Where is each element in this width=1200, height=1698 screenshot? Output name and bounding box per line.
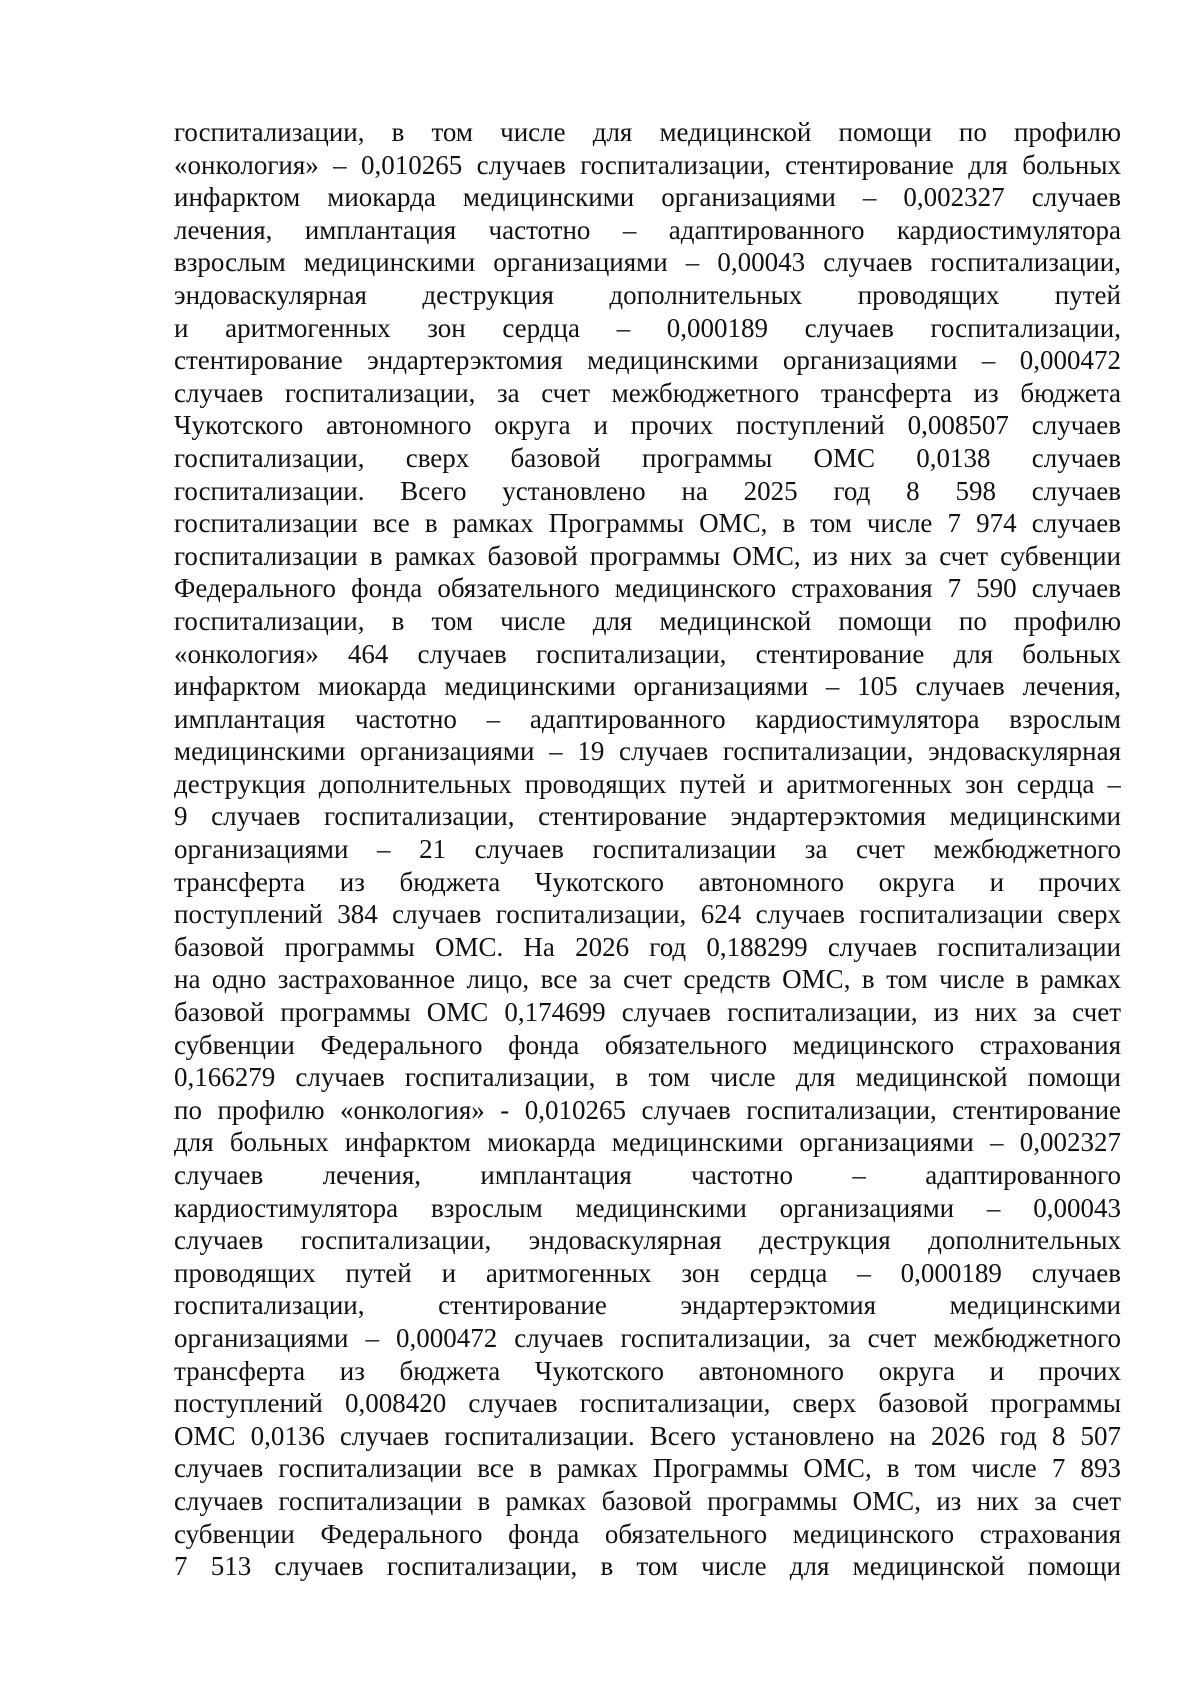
text-line-21: деструкция дополнительных проводящих путей и аритмогенных зон сердца –: [174, 768, 1121, 799]
text-line-24: трансферта из бюджета Чукотского автономного округа и прочих: [174, 866, 1121, 897]
text-line-15: Федерального фонда обязательного медицинского страхования 7 590 случаев: [174, 573, 1121, 604]
text-line-2: «онкология» – 0,010265 случаев госпитализации, стентирование для больных: [174, 149, 1121, 180]
text-line-19: имплантация частотно – адаптированного кардиостимулятора взрослым: [174, 703, 1121, 734]
text-line-14: госпитализации в рамках базовой программы ОМС, из них за счет субвенции: [174, 540, 1121, 571]
text-line-38: организациями – 0,000472 случаев госпитализации, за счет межбюджетного: [174, 1322, 1121, 1353]
text-line-44: субвенции Федерального фонда обязательного медицинского страхования: [174, 1518, 1121, 1549]
text-line-43: случаев госпитализации в рамках базовой программы ОМС, из них за счет: [174, 1485, 1121, 1516]
text-line-35: случаев госпитализации, эндоваскулярная деструкция дополнительных: [174, 1225, 1121, 1256]
text-line-4: лечения, имплантация частотно – адаптированного кардиостимулятора: [174, 214, 1121, 245]
text-line-6: эндоваскулярная деструкция дополнительных проводящих путей: [174, 279, 1121, 310]
text-line-8: стентирование эндартерэктомия медицинскими организациями – 0,000472: [174, 345, 1121, 376]
text-line-17: «онкология» 464 случаев госпитализации, стентирование для больных: [174, 638, 1121, 669]
text-line-1: госпитализации, в том числе для медицинской помощи по профилю: [174, 117, 1121, 147]
text-line-28: базовой программы ОМС 0,174699 случаев госпитализации, из них за счет: [174, 997, 1121, 1028]
text-line-32: для больных инфарктом миокарда медицинскими организациями – 0,002327: [174, 1127, 1121, 1158]
text-line-3: инфарктом миокарда медицинскими организациями – 0,002327 случаев: [174, 182, 1121, 213]
text-line-23: организациями – 21 случаев госпитализации за счет межбюджетного: [174, 834, 1121, 865]
text-line-30: 0,166279 случаев госпитализации, в том числе для медицинской помощи: [174, 1062, 1121, 1093]
text-line-27: на одно застрахованное лицо, все за счет средств ОМС, в том числе в рамках: [174, 964, 1121, 995]
text-line-10: Чукотского автономного округа и прочих поступлений 0,008507 случаев: [174, 410, 1121, 441]
text-line-22: 9 случаев госпитализации, стентирование эндартерэктомия медицинскими: [174, 801, 1121, 832]
text-line-33: случаев лечения, имплантация частотно – адаптированного: [174, 1160, 1121, 1190]
text-line-41: ОМС 0,0136 случаев госпитализации. Всего установлено на 2026 год 8 507: [174, 1420, 1121, 1451]
text-line-36: проводящих путей и аритмогенных зон сердца – 0,000189 случаев: [174, 1257, 1121, 1288]
text-line-20: медицинскими организациями – 19 случаев госпитализации, эндоваскулярная: [174, 736, 1121, 767]
text-line-16: госпитализации, в том числе для медицинской помощи по профилю: [174, 605, 1121, 636]
text-line-9: случаев госпитализации, за счет межбюджетного трансферта из бюджета: [174, 377, 1121, 408]
text-line-39: трансферта из бюджета Чукотского автономного округа и прочих: [174, 1355, 1121, 1386]
text-line-7: и аритмогенных зон сердца – 0,000189 случаев госпитализации,: [174, 312, 1121, 343]
text-line-29: субвенции Федерального фонда обязательного медицинского страхования: [174, 1029, 1121, 1060]
text-line-37: госпитализации, стентирование эндартерэктомия медицинскими: [174, 1290, 1121, 1321]
text-line-12: госпитализации. Всего установлено на 2025 год 8 598 случаев: [174, 475, 1121, 506]
text-line-13: госпитализации все в рамках Программы ОМС, в том числе 7 974 случаев: [174, 508, 1121, 539]
text-line-45: 7 513 случаев госпитализации, в том числе для медицинской помощи: [174, 1551, 1121, 1582]
text-line-42: случаев госпитализации все в рамках Программы ОМС, в том числе 7 893: [174, 1453, 1121, 1484]
text-line-34: кардиостимулятора взрослым медицинскими организациями – 0,00043: [174, 1192, 1121, 1223]
text-line-11: госпитализации, сверх базовой программы ОМС 0,0138 случаев: [174, 442, 1121, 473]
text-line-5: взрослым медицинскими организациями – 0,00043 случаев госпитализации,: [174, 247, 1121, 278]
text-line-40: поступлений 0,008420 случаев госпитализации, сверх базовой программы: [174, 1388, 1121, 1419]
text-line-26: базовой программы ОМС. На 2026 год 0,188299 случаев госпитализации: [174, 931, 1121, 962]
body-paragraph: [174, 116, 1121, 1583]
text-line-25: поступлений 384 случаев госпитализации, 624 случаев госпитализации сверх: [174, 899, 1121, 930]
text-line-18: инфарктом миокарда медицинскими организациями – 105 случаев лечения,: [174, 671, 1121, 702]
text-line-31: по профилю «онкология» - 0,010265 случаев госпитализации, стентирование: [174, 1094, 1121, 1125]
